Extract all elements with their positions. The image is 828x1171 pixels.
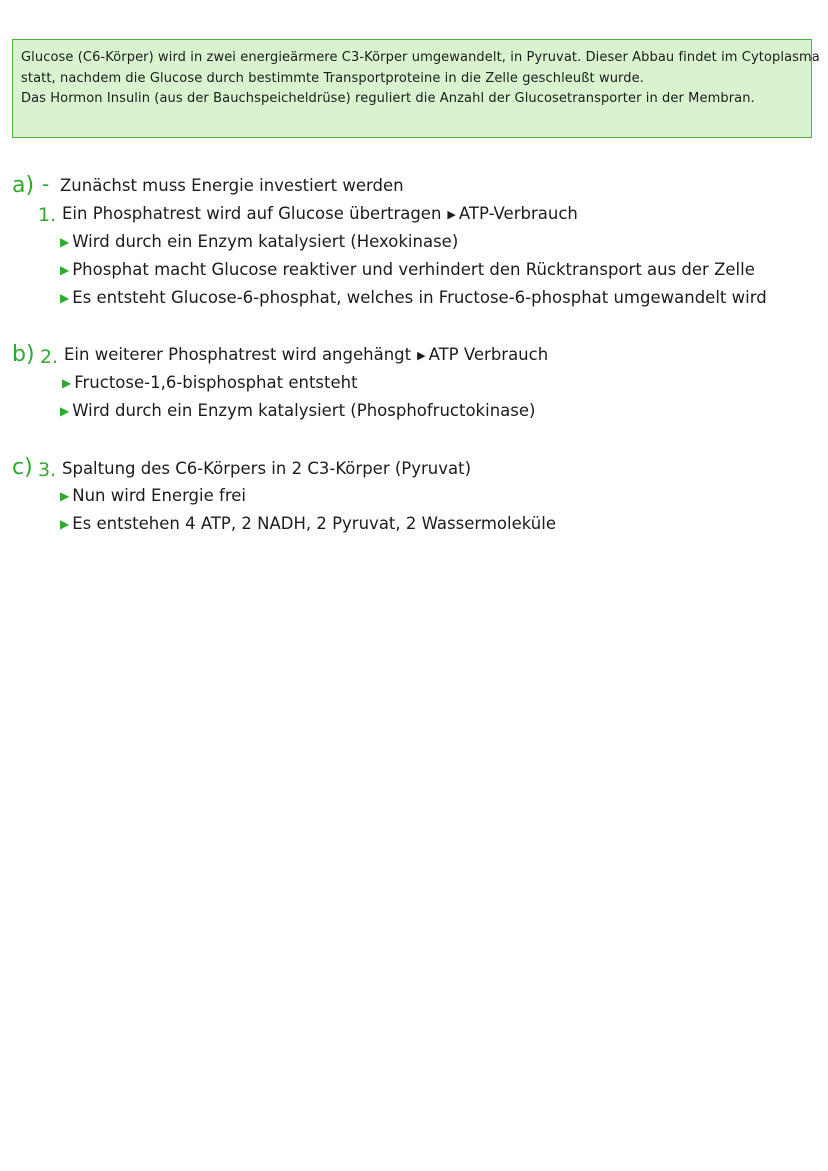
section-c-bullet-2-text: Es entstehen 4 ATP, 2 NADH, 2 Pyruvat, 2 Wassermoleküle [72,514,556,533]
arrow-right-icon: ▶ [447,208,456,221]
section-b-letter: b) [12,342,35,367]
section-a-step-number: 1. [38,204,57,226]
bullet-triangle-icon: ▶ [60,489,70,503]
intro-line-1: Glucose (C6-Körper) wird in zwei energieärmere C3-Körper umgewandelt, in Pyruvat. Dieser Abbau findet im Cytoplasma [21,50,820,65]
section-b-step [64,344,548,367]
section-a-letter: a) [12,173,35,198]
section-b-bullet-1-text: Fructose-1,6-bisphosphat entsteht [74,373,358,392]
bullet-triangle-icon: ▶ [60,404,70,418]
section-c-bullet-1 [60,485,246,507]
section-b-step-result: ATP Verbrauch [428,345,549,364]
bullet-triangle-icon: ▶ [60,235,70,249]
section-a-intro-text: Zunächst muss Energie investiert werden [60,176,404,195]
section-a-dash: - [42,172,50,196]
section-a-bullet-2 [60,259,755,281]
bullet-triangle-icon: ▶ [60,263,70,277]
section-a-bullet-1-text: Wird durch ein Enzym katalysiert (Hexokinase) [72,232,459,251]
section-a-step-result: ATP-Verbrauch [458,204,578,223]
section-a-step-text: Ein Phosphatrest wird auf Glucose übertragen [62,204,442,223]
section-b-bullet-1 [62,372,358,394]
section-c-bullet-2 [60,513,556,535]
arrow-right-icon: ▶ [417,349,426,362]
intro-box [12,39,820,138]
section-b-bullet-2 [60,400,535,422]
bullet-triangle-icon: ▶ [62,376,72,390]
bullet-triangle-icon: ▶ [60,517,70,531]
section-c-letter: c) [12,455,33,480]
section-b-step-number: 2. [40,346,59,368]
section-c-step-text: Spaltung des C6-Körpers in 2 C3-Körper (Pyruvat) [62,459,472,478]
section-b-bullet-2-text: Wird durch ein Enzym katalysiert (Phosphofructokinase) [72,401,536,420]
section-c-step-number: 3. [38,459,57,481]
intro-line-3: Das Hormon Insulin (aus der Bauchspeicheldrüse) reguliert die Anzahl der Glucosetransporter in der Membran. [21,91,755,106]
section-a-bullet-1 [60,231,458,253]
section-a-bullet-3 [60,287,767,309]
section-a-bullet-2-text: Phosphat macht Glucose reaktiver und verhindert den Rücktransport aus der Zelle [72,260,755,279]
section-a-bullet-3-text: Es entsteht Glucose-6-phosphat, welches in Fructose-6-phosphat umgewandelt wird [72,288,767,307]
bullet-triangle-icon: ▶ [60,291,70,305]
intro-line-2: statt, nachdem die Glucose durch bestimmte Transportproteine in die Zelle geschleußt wurde. [21,70,644,86]
section-c-bullet-1-text: Nun wird Energie frei [72,486,246,505]
section-a-step [62,203,578,226]
section-b-step-text: Ein weiterer Phosphatrest wird angehängt [64,345,412,364]
